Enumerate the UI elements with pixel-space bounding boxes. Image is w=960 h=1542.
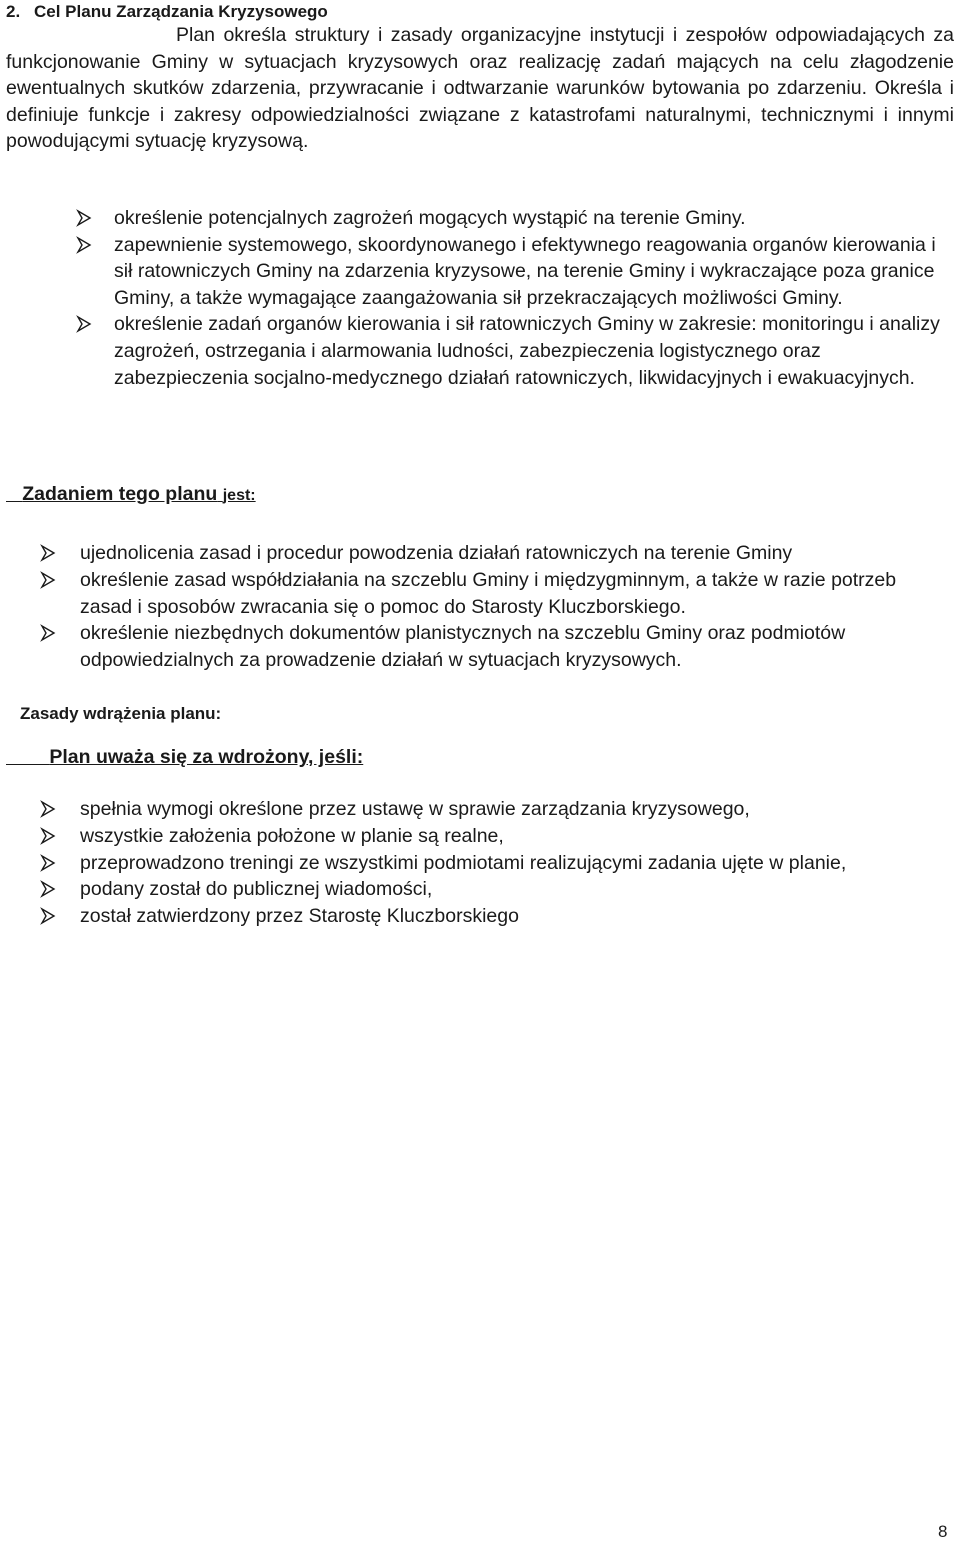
- list-item-text: spełnia wymogi określone przez ustawę w sprawie zarządzania kryzysowego,: [80, 798, 750, 820]
- list-item: [40, 876, 950, 903]
- arrow-bullet-icon: [76, 205, 96, 231]
- deemed-heading-text: Plan uważa się za wdrożony, jeśli:: [49, 746, 364, 768]
- list-item: [40, 567, 950, 621]
- list-item: [76, 311, 956, 391]
- list-item: [40, 823, 950, 850]
- list-item: [40, 620, 950, 674]
- arrow-bullet-icon: [40, 903, 60, 929]
- task-heading-main: Zadaniem tego planu: [22, 483, 218, 505]
- task-heading: [6, 481, 256, 509]
- arrow-bullet-icon: [76, 311, 96, 337]
- section-heading: [6, 2, 328, 22]
- goals-list: [76, 205, 956, 391]
- arrow-bullet-icon: [40, 796, 60, 822]
- list-item: [40, 540, 950, 567]
- section-number: 2.: [6, 2, 21, 21]
- page-number: 8: [938, 1522, 948, 1541]
- deemed-heading: [6, 744, 363, 770]
- list-item-text: określenie niezbędnych dokumentów planistycznych na szczeblu Gminy oraz podmiotów odpowiedzialnych za prowadzenie działań w sytuacjach kryzysowych.: [80, 622, 846, 672]
- list-item: [76, 232, 956, 312]
- list-item-text: podany został do publicznej wiadomości,: [80, 878, 433, 901]
- list-item-text: wszystkie założenia położone w planie są realne,: [80, 824, 504, 847]
- section-title: Cel Planu Zarządzania Kryzysowego: [34, 2, 328, 21]
- list-item-text: określenie zadań organów kierowania i sił ratowniczych Gminy w zakresie: monitoringu i analizy zagrożeń, ostrzegania i alarmowania ludności, zabezpieczenia logistycznego oraz zabezpieczenia socjalno-medycznego działań ratowniczych, likwidacyjnych i ewakuacyjnych.: [114, 313, 940, 389]
- arrow-bullet-icon: [40, 620, 60, 646]
- tasks-list: [40, 540, 950, 674]
- list-item: [40, 903, 950, 930]
- list-item: [40, 850, 950, 877]
- intro-paragraph: Plan określa struktury i zasady organizacyjne instytucji i zespołów odpowiadających za funkcjonowanie Gminy w sytuacjach kryzysowych oraz realizację zadań mających na celu złagodzenie ewentualnych skutków zdarzenia, przywracanie i odtwarzanie warunków bytowania po zdarzeniu. Określa i definiuje funkcje i zakresy odpowiedzialności związane z katastrofami naturalnymi, technicznymi i innymi powodującymi sytuację kryzysową.: [6, 24, 954, 152]
- list-item-text: zapewnienie systemowego, skoordynowanego i efektywnego reagowania organów kierowania i sił ratowniczych Gminy na zdarzenia kryzysowe, na terenie Gminy i wykraczające poza granice Gminy, a także wymagające zaangażowania sił przekraczających możliwości Gminy.: [114, 233, 936, 309]
- conditions-list: [40, 796, 950, 930]
- arrow-bullet-icon: [40, 540, 60, 566]
- arrow-bullet-icon: [40, 823, 60, 849]
- task-heading-suffix: jest:: [222, 487, 256, 504]
- list-item-text: określenie zasad współdziałania na szczeblu Gminy i międzygminnym, a także w razie potrzeb zasad i sposobów zwracania się o pomoc do Starosty Kluczborskiego.: [80, 568, 897, 618]
- arrow-bullet-icon: [76, 232, 96, 258]
- list-item-text: został zatwierdzony przez Starostę Kluczborskiego: [80, 905, 519, 928]
- arrow-bullet-icon: [40, 567, 60, 593]
- list-item-text: określenie potencjalnych zagrożeń mogących wystąpić na terenie Gminy.: [114, 207, 746, 229]
- list-item-text: przeprowadzono treningi ze wszystkimi podmiotami realizującymi zadania ujęte w planie,: [80, 851, 847, 874]
- arrow-bullet-icon: [40, 876, 60, 902]
- rules-heading: Zasady wdrążenia planu:: [20, 704, 222, 723]
- list-item: [76, 205, 956, 232]
- list-item: [40, 796, 950, 823]
- arrow-bullet-icon: [40, 850, 60, 876]
- list-item-text: ujednolicenia zasad i procedur powodzenia działań ratowniczych na terenie Gminy: [80, 542, 793, 564]
